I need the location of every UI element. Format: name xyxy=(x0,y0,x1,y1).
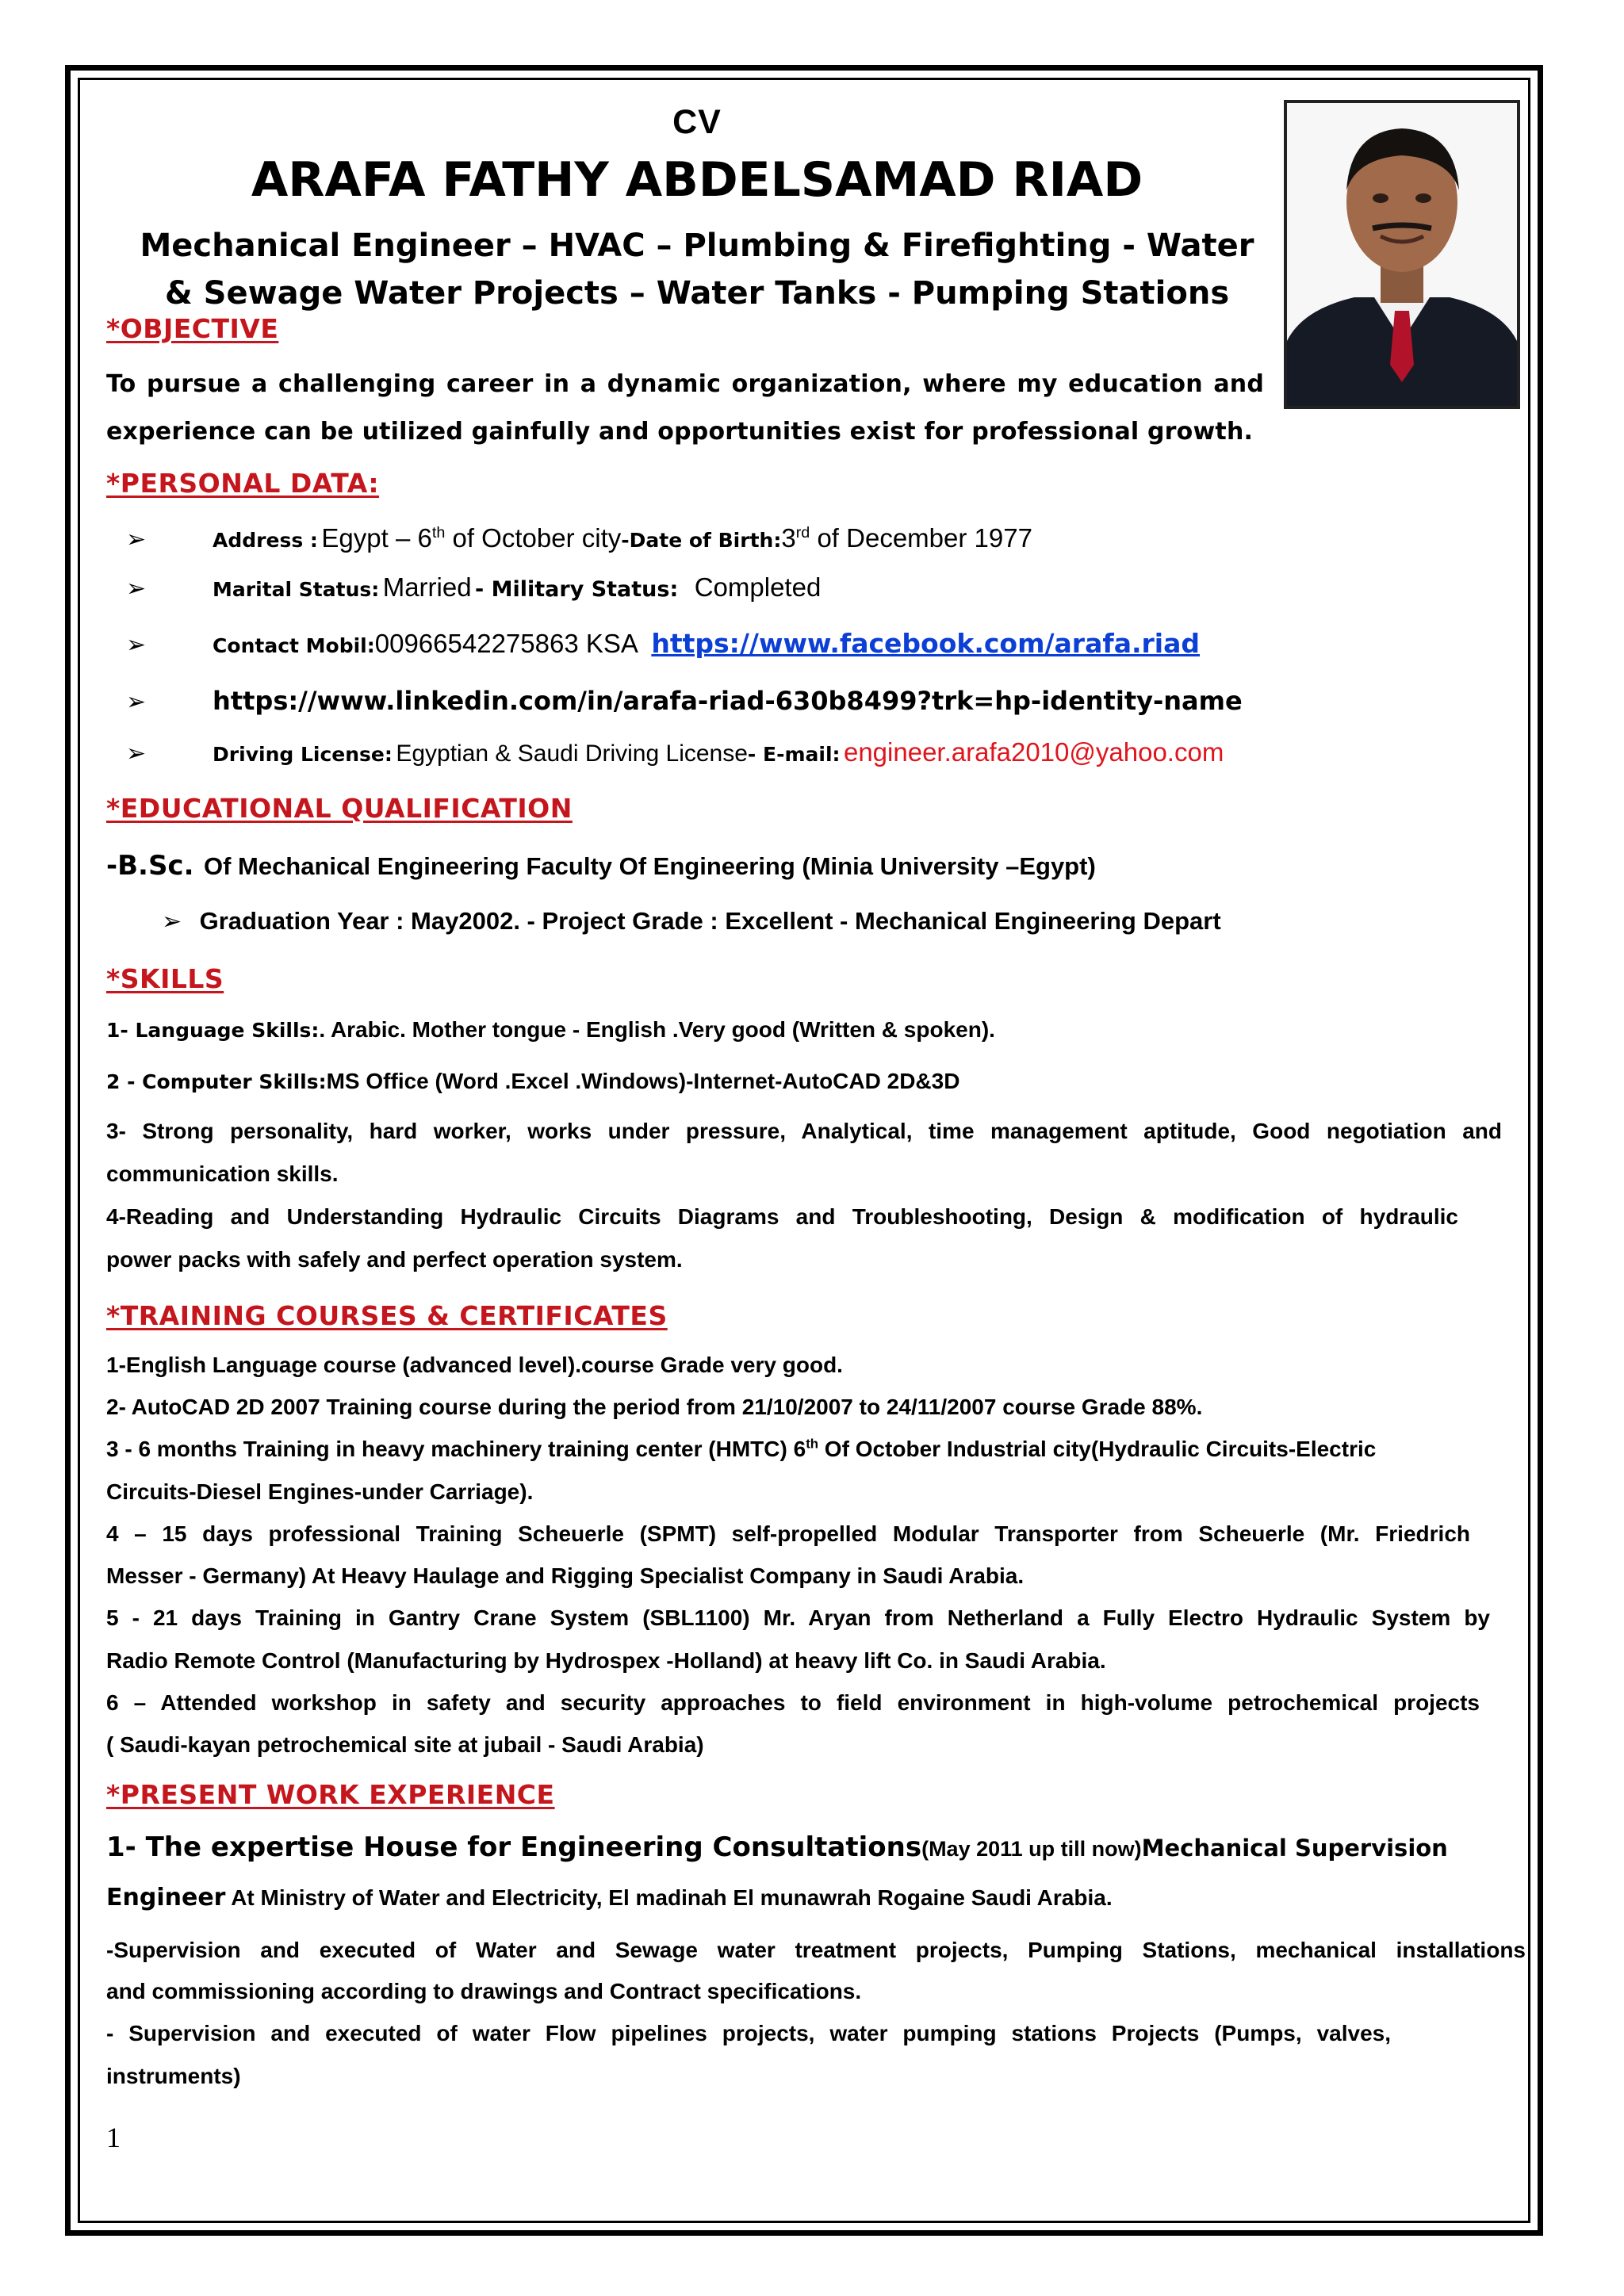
contact-label: Contact Mobil: xyxy=(213,634,375,657)
job-title-line-1: Mechanical Engineer – HVAC – Plumbing & Firefighting - Water xyxy=(140,228,1254,264)
arrow-bullet-icon: ➢ xyxy=(126,740,147,767)
computer-skills-text: MS Office (Word .Excel .Windows)-Internet-AutoCAD 2D&3D xyxy=(326,1069,960,1093)
skill-4-line-2: power packs with safely and perfect operation system. xyxy=(106,1247,683,1272)
military-label: - Military Status: xyxy=(475,577,679,602)
training-item-2: 2- AutoCAD 2D 2007 Training course during the period from 21/10/2007 to 24/11/2007 course Grade 88%. xyxy=(106,1395,1203,1419)
license-row xyxy=(126,737,1224,767)
linkedin-row xyxy=(126,686,1243,716)
arrow-bullet-icon: ➢ xyxy=(126,632,147,658)
training-item-3-line-1: 3 - 6 months Training in heavy machinery training center (HMTC) 6th Of October Industrial city(Hydraulic Circuits-Electric xyxy=(106,1436,1377,1461)
training-item-4-line-2: Messer - Germany) At Heavy Haulage and Rigging Specialist Company in Saudi Arabia. xyxy=(106,1563,1025,1588)
skill-3-line-2: communication skills. xyxy=(106,1161,339,1186)
employment-period: (May 2011 up till now) xyxy=(921,1837,1142,1861)
role-description: At Ministry of Water and Electricity, El madinah El munawrah Rogaine Saudi Arabia. xyxy=(225,1885,1113,1910)
objective-line-1: To pursue a challenging career in a dynamic organization, where my education and xyxy=(106,370,1264,398)
objective-heading: *OBJECTIVE xyxy=(106,313,279,344)
candidate-name: ARAFA FATHY ABDELSAMAD RIAD xyxy=(251,152,1143,208)
driving-value: Egyptian & Saudi Driving License xyxy=(396,740,748,767)
company-name: 1- The expertise House for Engineering Consultations xyxy=(106,1831,922,1863)
contact-value: 00966542275863 KSA xyxy=(374,629,638,658)
arrow-bullet-icon: ➢ xyxy=(126,576,147,602)
education-heading: *EDUCATIONAL QUALIFICATION xyxy=(106,793,573,824)
role-title-part-1: Mechanical Supervision xyxy=(1141,1835,1448,1862)
person-photo-icon xyxy=(1287,103,1517,406)
skill-4-line-1: 4-Reading and Understanding Hydraulic Circuits Diagrams and Troubleshooting, Design & modification of hydraulic xyxy=(106,1204,1458,1229)
training-item-4-line-1: 4 – 15 days professional Training Scheuerle (SPMT) self-propelled Modular Transporter from Scheuerle (Mr. Friedrich xyxy=(106,1521,1470,1546)
degree-text: Of Mechanical Engineering Faculty Of Engineering (Minia University –Egypt) xyxy=(203,852,1096,880)
training-item-6-line-1: 6 – Attended workshop in safety and security approaches to field environment in high-volume petrochemical projects xyxy=(106,1690,1480,1715)
graduation-row xyxy=(162,907,1221,936)
role-title-part-2: Engineer xyxy=(106,1884,226,1911)
role-row xyxy=(106,1884,1113,1911)
arrow-bullet-icon: ➢ xyxy=(162,909,182,935)
address-label: Address : xyxy=(213,529,318,552)
marital-row xyxy=(126,572,821,603)
computer-skills-label: 2 - Computer Skills: xyxy=(106,1070,327,1093)
duty-2-line-2: instruments) xyxy=(106,2064,241,2088)
cv-label: CV xyxy=(672,103,722,141)
training-item-5-line-2: Radio Remote Control (Manufacturing by Hydrospex -Holland) at heavy lift Co. in Saudi Arabia. xyxy=(106,1648,1106,1673)
dob-value: 3rd of December 1977 xyxy=(781,523,1032,553)
training-item-1: 1-English Language course (advanced level).course Grade very good. xyxy=(106,1353,843,1377)
language-skills-text: . Arabic. Mother tongue - English .Very good (Written & spoken). xyxy=(319,1017,995,1042)
marital-label: Marital Status: xyxy=(213,578,380,601)
address-row xyxy=(126,523,1032,553)
skill-3-line-1: 3- Strong personality, hard worker, works under pressure, Analytical, time management aptitude, Good negotiation and xyxy=(106,1119,1502,1143)
skills-heading: *SKILLS xyxy=(106,963,224,994)
training-item-5-line-1: 5 - 21 days Training in Gantry Crane System (SBL1100) Mr. Aryan from Netherland a Fully Electro Hydraulic System by xyxy=(106,1605,1490,1630)
facebook-link[interactable]: https://www.facebook.com/arafa.riad xyxy=(651,628,1200,659)
degree-label: -B.Sc. xyxy=(106,850,194,882)
military-value: Completed xyxy=(694,572,822,602)
graduation-text: Graduation Year : May2002. - Project Grade : Excellent - Mechanical Engineering Depart xyxy=(199,907,1221,935)
duty-1-line-2: and commissioning according to drawings and Contract specifications. xyxy=(106,1979,862,2003)
email-label: - E-mail: xyxy=(747,743,841,766)
language-skills-label: 1- Language Skills: xyxy=(106,1019,320,1042)
marital-value: Married xyxy=(382,572,472,602)
driving-label: Driving License: xyxy=(213,743,393,766)
duty-2-line-1: - Supervision and executed of water Flow pipelines projects, water pumping stations Projects (Pumps, valves, xyxy=(106,2021,1391,2045)
company-row xyxy=(106,1831,1448,1863)
job-title xyxy=(106,222,1288,317)
profile-photo xyxy=(1284,100,1520,409)
computer-skills xyxy=(106,1069,959,1094)
contact-row xyxy=(126,628,1200,659)
dob-label: -Date of Birth: xyxy=(621,529,782,552)
arrow-bullet-icon: ➢ xyxy=(126,689,147,715)
degree-row xyxy=(106,850,1096,882)
objective-line-2: experience can be utilized gainfully and opportunities exist for professional growth. xyxy=(106,418,1254,446)
job-title-line-2: & Sewage Water Projects – Water Tanks - Pumping Stations xyxy=(164,275,1230,312)
address-value: Egypt – 6th of October city xyxy=(321,523,622,553)
personal-data-heading: *PERSONAL DATA: xyxy=(106,468,380,499)
duty-1-line-1: -Supervision and executed of Water and Sewage water treatment projects, Pumping Stations, mechanical installations xyxy=(106,1938,1526,1962)
arrow-bullet-icon: ➢ xyxy=(126,526,147,553)
training-item-6-line-2: ( Saudi-kayan petrochemical site at jubail - Saudi Arabia) xyxy=(106,1732,704,1757)
experience-heading: *PRESENT WORK EXPERIENCE xyxy=(106,1779,555,1810)
training-heading: *TRAINING COURSES & CERTIFICATES xyxy=(106,1300,668,1331)
language-skills xyxy=(106,1017,995,1043)
training-item-3-line-2: Circuits-Diesel Engines-under Carriage). xyxy=(106,1479,534,1504)
page-number: 1 xyxy=(106,2122,121,2153)
email-link[interactable]: engineer.arafa2010@yahoo.com xyxy=(843,737,1224,767)
linkedin-link[interactable]: https://www.linkedin.com/in/arafa-riad-630b8499?trk=hp-identity-name xyxy=(213,686,1243,716)
